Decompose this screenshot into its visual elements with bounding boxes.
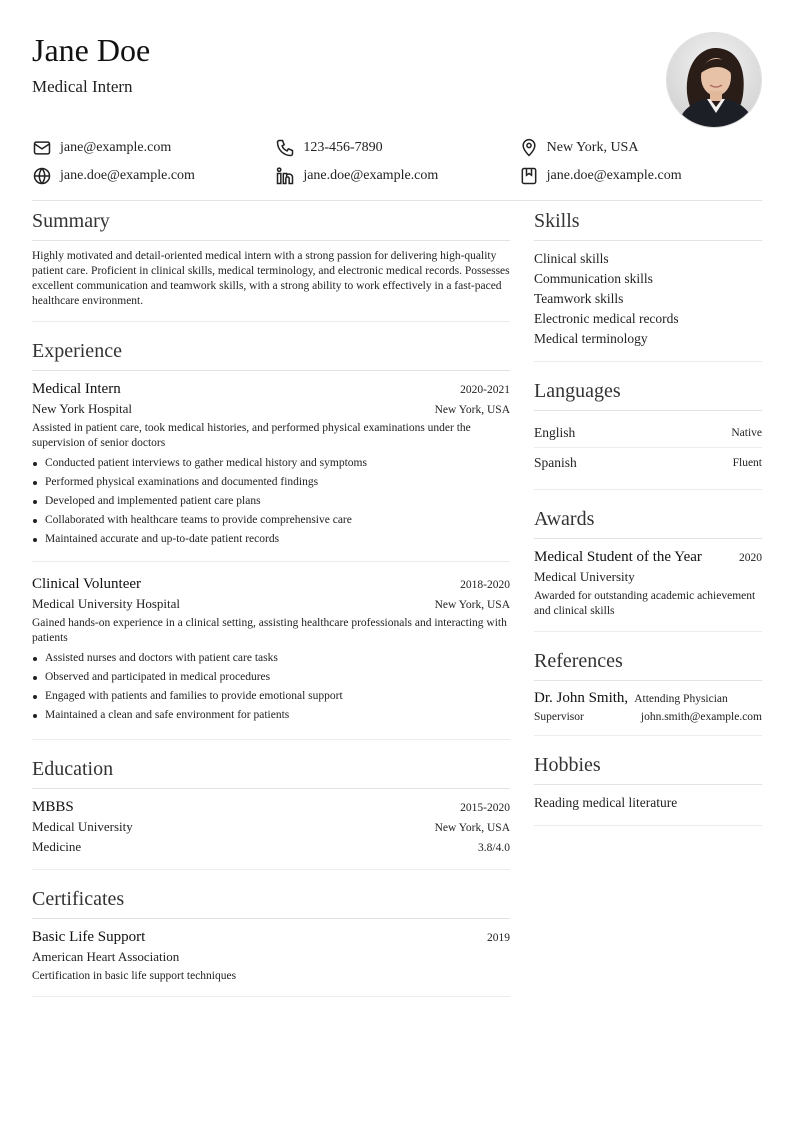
email-text: jane@example.com (60, 140, 172, 155)
hobbies-section (534, 752, 762, 826)
skills-section (534, 208, 762, 362)
job-title: Clinical Volunteer (32, 576, 142, 592)
skill-item: Medical terminology (534, 331, 648, 346)
experience-section (32, 338, 510, 740)
summary-section (32, 208, 510, 322)
contact-email[interactable] (32, 138, 275, 158)
bullet-item: Collaborated with healthcare teams to provide comprehensive care (32, 511, 510, 530)
candidate-name: Jane Doe (32, 32, 151, 68)
section-title: Languages (534, 378, 762, 411)
contact-phone[interactable] (275, 138, 518, 158)
section-title: Awards (534, 506, 762, 539)
employer: Medical University Hospital (32, 596, 181, 611)
side-column (534, 208, 762, 842)
bullet-item: Developed and implemented patient care plans (32, 492, 510, 511)
experience-entry (32, 561, 510, 725)
bullet-item: Conducted patient interviews to gather medical history and symptoms (32, 454, 510, 473)
bullet-item: Engaged with patients and families to provide emotional support (32, 687, 510, 706)
language-row (534, 448, 762, 477)
contact-location (519, 138, 762, 158)
reference-role: Attending Physician (634, 693, 728, 705)
section-title: Summary (32, 208, 510, 241)
skill-item: Teamwork skills (534, 291, 624, 306)
profile-photo (666, 32, 762, 128)
degree: MBBS (32, 799, 74, 815)
education-section (32, 756, 510, 870)
certificate-name: Basic Life Support (32, 929, 146, 945)
bullet-item: Assisted nurses and doctors with patient care tasks (32, 649, 510, 668)
employer: New York Hospital (32, 401, 133, 416)
language-level: Fluent (732, 456, 762, 469)
skill-item: Communication skills (534, 271, 653, 286)
skill-item: Clinical skills (534, 251, 609, 266)
job-dates: 2020-2021 (460, 384, 510, 396)
reference-email[interactable]: john.smith@example.com (640, 711, 762, 723)
job-dates: 2018-2020 (460, 579, 510, 591)
resume-header (32, 30, 762, 130)
experience-entry (32, 379, 510, 549)
references-section (534, 648, 762, 736)
job-bullets (32, 649, 510, 725)
certificate-issuer: American Heart Association (32, 949, 180, 964)
section-title: Experience (32, 338, 510, 371)
awards-section (534, 506, 762, 632)
job-location: New York, USA (434, 599, 510, 611)
reference-relation: Supervisor (534, 711, 584, 723)
bullet-item: Maintained a clean and safe environment for patients (32, 706, 510, 725)
section-title: Skills (534, 208, 762, 241)
hobby-item: Reading medical literature (534, 795, 678, 810)
linkedin-text: jane.doe@example.com (303, 168, 439, 183)
phone-icon (275, 138, 295, 158)
job-location: New York, USA (434, 404, 510, 416)
award-description: Awarded for outstanding academic achievement and clinical skills (534, 590, 756, 617)
job-title: Medical Intern (32, 381, 121, 397)
bullet-item: Maintained accurate and up-to-date patient records (32, 530, 510, 549)
location-pin-icon (519, 138, 539, 158)
section-title: Education (32, 756, 510, 789)
location-text: New York, USA (546, 140, 639, 155)
skill-item: Electronic medical records (534, 311, 679, 326)
award-year: 2020 (739, 552, 762, 564)
job-description: Gained hands-on experience in a clinical setting, assisting healthcare professionals and interacting with patients (32, 617, 507, 644)
contact-website[interactable] (32, 166, 275, 186)
bookmark-icon (519, 166, 539, 186)
award-org: Medical University (534, 569, 635, 584)
summary-text: Highly motivated and detail-oriented medical intern with a strong passion for delivering high-quality patient care. Proficient in clinical skills, medical terminology, and electronic medical records. Possesses excellent communication and teamwork skills, with a strong ability to work effectively in a fast-paced healthcare environment. (32, 250, 510, 307)
reference-name: Dr. John Smith, (534, 690, 629, 706)
certificate-description: Certification in basic life support techniques (32, 970, 237, 982)
education-dates: 2015-2020 (460, 802, 510, 814)
globe-icon (32, 166, 52, 186)
main-column (32, 208, 510, 1013)
award-name: Medical Student of the Year (534, 549, 702, 565)
bullet-item: Performed physical examinations and documented findings (32, 473, 510, 492)
section-title: References (534, 648, 762, 681)
header-divider (32, 200, 762, 201)
candidate-role: Medical Intern (32, 77, 133, 96)
contact-linkedin[interactable] (275, 166, 518, 186)
portfolio-text: jane.doe@example.com (546, 168, 682, 183)
gpa: 3.8/4.0 (478, 842, 510, 854)
section-title: Certificates (32, 886, 510, 919)
language-name: Spanish (534, 454, 577, 470)
contact-info (32, 134, 762, 190)
language-level: Native (731, 427, 762, 439)
bullet-item: Observed and participated in medical procedures (32, 668, 510, 687)
field-of-study: Medicine (32, 839, 82, 854)
school: Medical University (32, 819, 133, 834)
linkedin-icon (275, 166, 295, 186)
language-name: English (534, 425, 576, 440)
job-description: Assisted in patient care, took medical histories, and performed physical examinations under the supervision of senior doctors (32, 422, 471, 449)
school-location: New York, USA (434, 822, 510, 834)
languages-section (534, 378, 762, 490)
job-bullets (32, 454, 510, 549)
certificates-section (32, 886, 510, 997)
language-row (534, 419, 762, 448)
certificate-year: 2019 (487, 932, 510, 944)
contact-portfolio[interactable] (519, 166, 762, 186)
phone-text: 123-456-7890 (303, 140, 383, 155)
mail-icon (32, 138, 52, 158)
website-text: jane.doe@example.com (60, 168, 195, 183)
section-title: Hobbies (534, 752, 762, 785)
